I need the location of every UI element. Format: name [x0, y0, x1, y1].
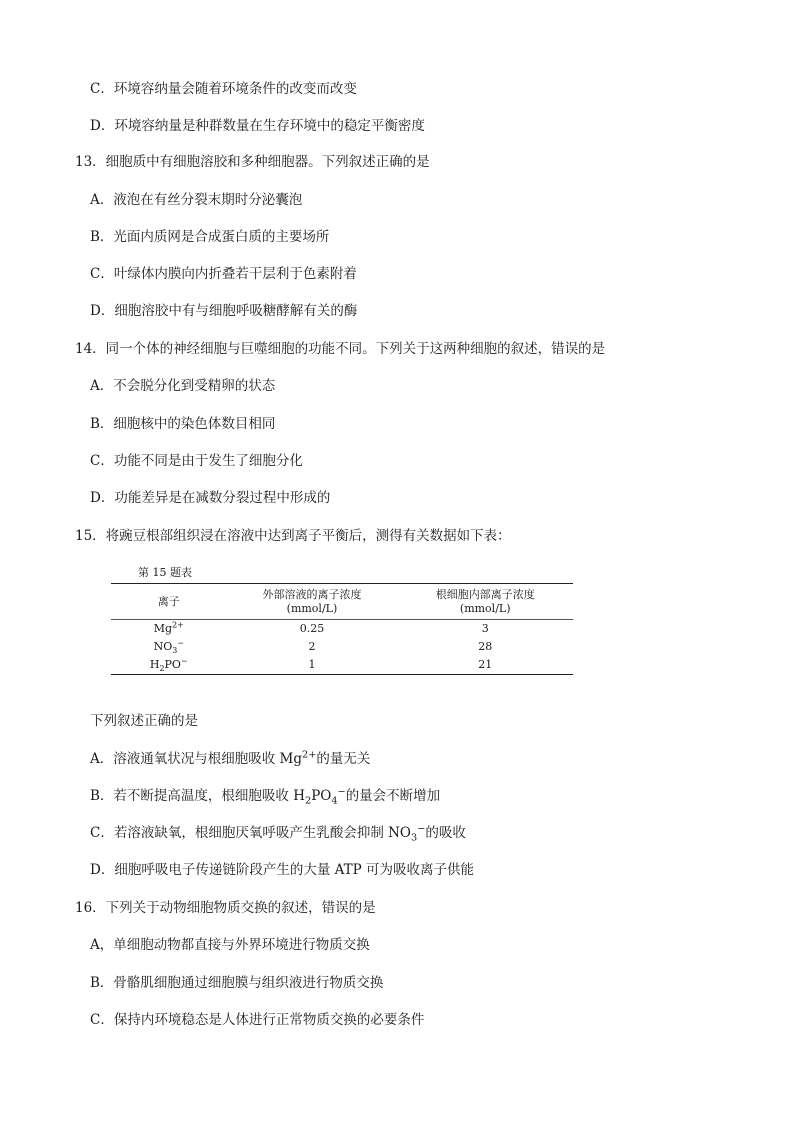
- q16-stem: 16．下列关于动物细胞物质交换的叙述，错误的是: [75, 900, 376, 916]
- q14-option-b: B．细胞核中的染色体数目相同: [90, 416, 276, 432]
- q16-option-a: A，单细胞动物都直接与外界环境进行物质交换: [90, 937, 370, 953]
- ion-cell: $H_2PO^-$: [149, 656, 188, 674]
- q13-stem: 13．细胞质中有细胞溶胶和多种细胞器。下列叙述正确的是: [75, 154, 430, 170]
- q16-option-b: B．骨骼肌细胞通过细胞膜与组织液进行物质交换: [90, 975, 384, 991]
- header-inner-label: 根细胞内部离子浓度: [435, 588, 535, 601]
- ion-cell: $NO_3^-$: [153, 638, 184, 656]
- table-row: [111, 656, 573, 675]
- q14-option-d: D．功能差异是在减数分裂过程中形成的: [90, 490, 331, 506]
- outer-cell: 0.25: [299, 622, 325, 635]
- q15-stem: 15．将豌豆根部组织浸在溶液中达到离子平衡后，测得有关数据如下表：: [75, 528, 511, 544]
- q14-stem: 14．同一个体的神经细胞与巨噬细胞的功能不同。下列关于这两种细胞的叙述，错误的是: [75, 341, 606, 357]
- q15-option-b: B．若不断提高温度，根细胞吸收 $H_2PO_4^-$的量会不断增加: [90, 786, 441, 807]
- table-header-row: [111, 584, 573, 620]
- q13-option-c: C．叶绿体内膜向内折叠若干层利于色素附着: [90, 266, 357, 282]
- outer-cell: 1: [308, 658, 316, 671]
- header-outer-concentration: [227, 584, 398, 620]
- table-row: [111, 620, 573, 639]
- ion-concentration-table: [111, 583, 573, 675]
- inner-cell: 28: [478, 640, 493, 653]
- q15-option-a: A．溶液通氧状况与根细胞吸收 $Mg^{2+}$的量无关: [90, 749, 371, 767]
- q15-option-c: C．若溶液缺氧，根细胞厌氧呼吸产生乳酸会抑制 $NO_3^-$的吸收: [90, 823, 466, 844]
- table-row: [111, 638, 573, 656]
- table-caption: 第 15 题表: [138, 566, 192, 579]
- inner-cell: 21: [478, 658, 493, 671]
- header-inner-concentration: [397, 584, 573, 620]
- q13-option-a: A．液泡在有丝分裂末期时分泌囊泡: [90, 192, 303, 208]
- q16-option-c: C．保持内环境稳态是人体进行正常物质交换的必要条件: [90, 1012, 425, 1028]
- q13-option-b: B．光面内质网是合成蛋白质的主要场所: [90, 229, 330, 245]
- inner-cell: 3: [481, 622, 489, 635]
- header-outer-unit: (mmol/L): [286, 602, 338, 615]
- q15-lead: 下列叙述正确的是: [90, 713, 198, 729]
- header-ion: 离子: [111, 584, 227, 620]
- q12-option-d: D．环境容纳量是种群数量在生存环境中的稳定平衡密度: [90, 118, 425, 134]
- q15-option-d: D．细胞呼吸电子传递链阶段产生的大量 ATP 可为吸收离子供能: [90, 862, 475, 878]
- q12-option-c: C．环境容纳量会随着环境条件的改变而改变: [90, 81, 357, 97]
- header-inner-unit: (mmol/L): [459, 602, 511, 615]
- outer-cell: 2: [308, 640, 316, 653]
- header-outer-label: 外部溶液的离子浓度: [262, 588, 362, 601]
- q14-option-a: A．不会脱分化到受精卵的状态: [90, 378, 276, 394]
- q13-option-d: D．细胞溶胶中有与细胞呼吸糖酵解有关的酶: [90, 303, 358, 319]
- ion-cell: $Mg^{2+}$: [153, 620, 184, 635]
- q14-option-c: C．功能不同是由于发生了细胞分化: [90, 453, 303, 469]
